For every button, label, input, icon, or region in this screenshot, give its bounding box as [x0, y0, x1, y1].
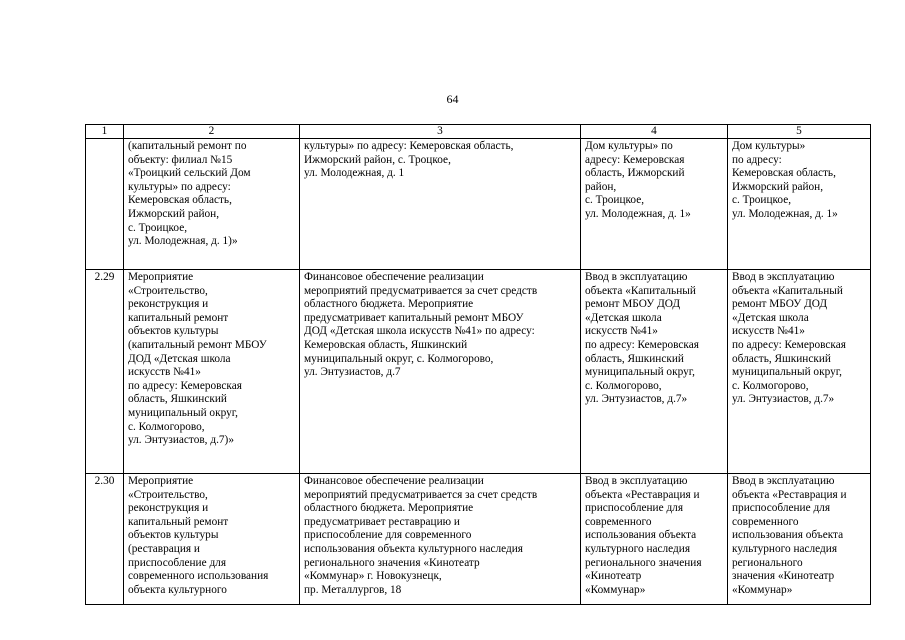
table-row — [86, 474, 871, 605]
description-cell: Финансовое обеспечение реализации мероприятий предусматривается за счет средств областного бюджета. Мероприятие предусматривает реставрацию и приспособление для современного использования объекта культурного наследия регионального значения «Кинотеатр «Коммунар» г. Новокузнецк, пр. Металлургов, 18 — [300, 474, 581, 605]
activity-cell: Мероприятие «Строительство, реконструкция и капитальный ремонт объектов культуры (реставрация и приспособление для современного использования объекта культурного — [124, 474, 300, 605]
row-number — [86, 139, 124, 270]
indicator-cell: Ввод в эксплуатацию объекта «Реставрация и приспособление для современного использования объекта культурного наследия регионального значения «Кинотеатр «Коммунар» — [728, 474, 871, 605]
result-cell: Дом культуры» по адресу: Кемеровская область, Ижморский район, с. Троицкое, ул. Молодежная, д. 1» — [581, 139, 728, 270]
description-cell: Финансовое обеспечение реализации мероприятий предусматривается за счет средств областного бюджета. Мероприятие предусматривает капитальный ремонт МБОУ ДОД «Детская школа искусств №41» по адресу: Кемеровская область, Яшкинский муниципальный округ, с. Колмогорово, ул. Энтузиастов, д.7 — [300, 270, 581, 474]
result-cell: Ввод в эксплуатацию объекта «Реставрация и приспособление для современного использования объекта культурного наследия регионального значения «Кинотеатр «Коммунар» — [581, 474, 728, 605]
table-row — [86, 139, 871, 270]
document-table — [85, 124, 871, 605]
header-cell-4: 4 — [581, 125, 728, 139]
activity-cell: Мероприятие «Строительство, реконструкция и капитальный ремонт объектов культуры (капитальный ремонт МБОУ ДОД «Детская школа искусств №41» по адресу: Кемеровская область, Яшкинский муниципальный округ, с. Колмогорово, ул. Энтузиастов, д.7)» — [124, 270, 300, 474]
page-number: 64 — [446, 92, 459, 106]
header-cell-3: 3 — [300, 125, 581, 139]
header-cell-2: 2 — [124, 125, 300, 139]
header-cell-5: 5 — [728, 125, 871, 139]
header-row — [86, 125, 871, 139]
indicator-cell: Дом культуры» по адресу: Кемеровская область, Ижморский район, с. Троицкое, ул. Молодежная, д. 1» — [728, 139, 871, 270]
row-number: 2.29 — [86, 270, 124, 474]
indicator-cell: Ввод в эксплуатацию объекта «Капитальный ремонт МБОУ ДОД «Детская школа искусств №41» по адресу: Кемеровская область, Яшкинский муниципальный округ, с. Колмогорово, ул. Энтузиастов, д.7» — [728, 270, 871, 474]
description-cell: культуры» по адресу: Кемеровская область, Ижморский район, с. Троцкое, ул. Молодежная, д. 1 — [300, 139, 581, 270]
result-cell: Ввод в эксплуатацию объекта «Капитальный ремонт МБОУ ДОД «Детская школа искусств №41» по адресу: Кемеровская область, Яшкинский муниципальный округ, с. Колмогорово, ул. Энтузиастов, д.7» — [581, 270, 728, 474]
header-cell-1: 1 — [86, 125, 124, 139]
table-row — [86, 270, 871, 474]
row-number: 2.30 — [86, 474, 124, 605]
activity-cell: (капитальный ремонт по объекту: филиал №15 «Троицкий сельский Дом культуры» по адресу: Кемеровская область, Ижморский район, с. Троицкое, ул. Молодежная, д. 1)» — [124, 139, 300, 270]
